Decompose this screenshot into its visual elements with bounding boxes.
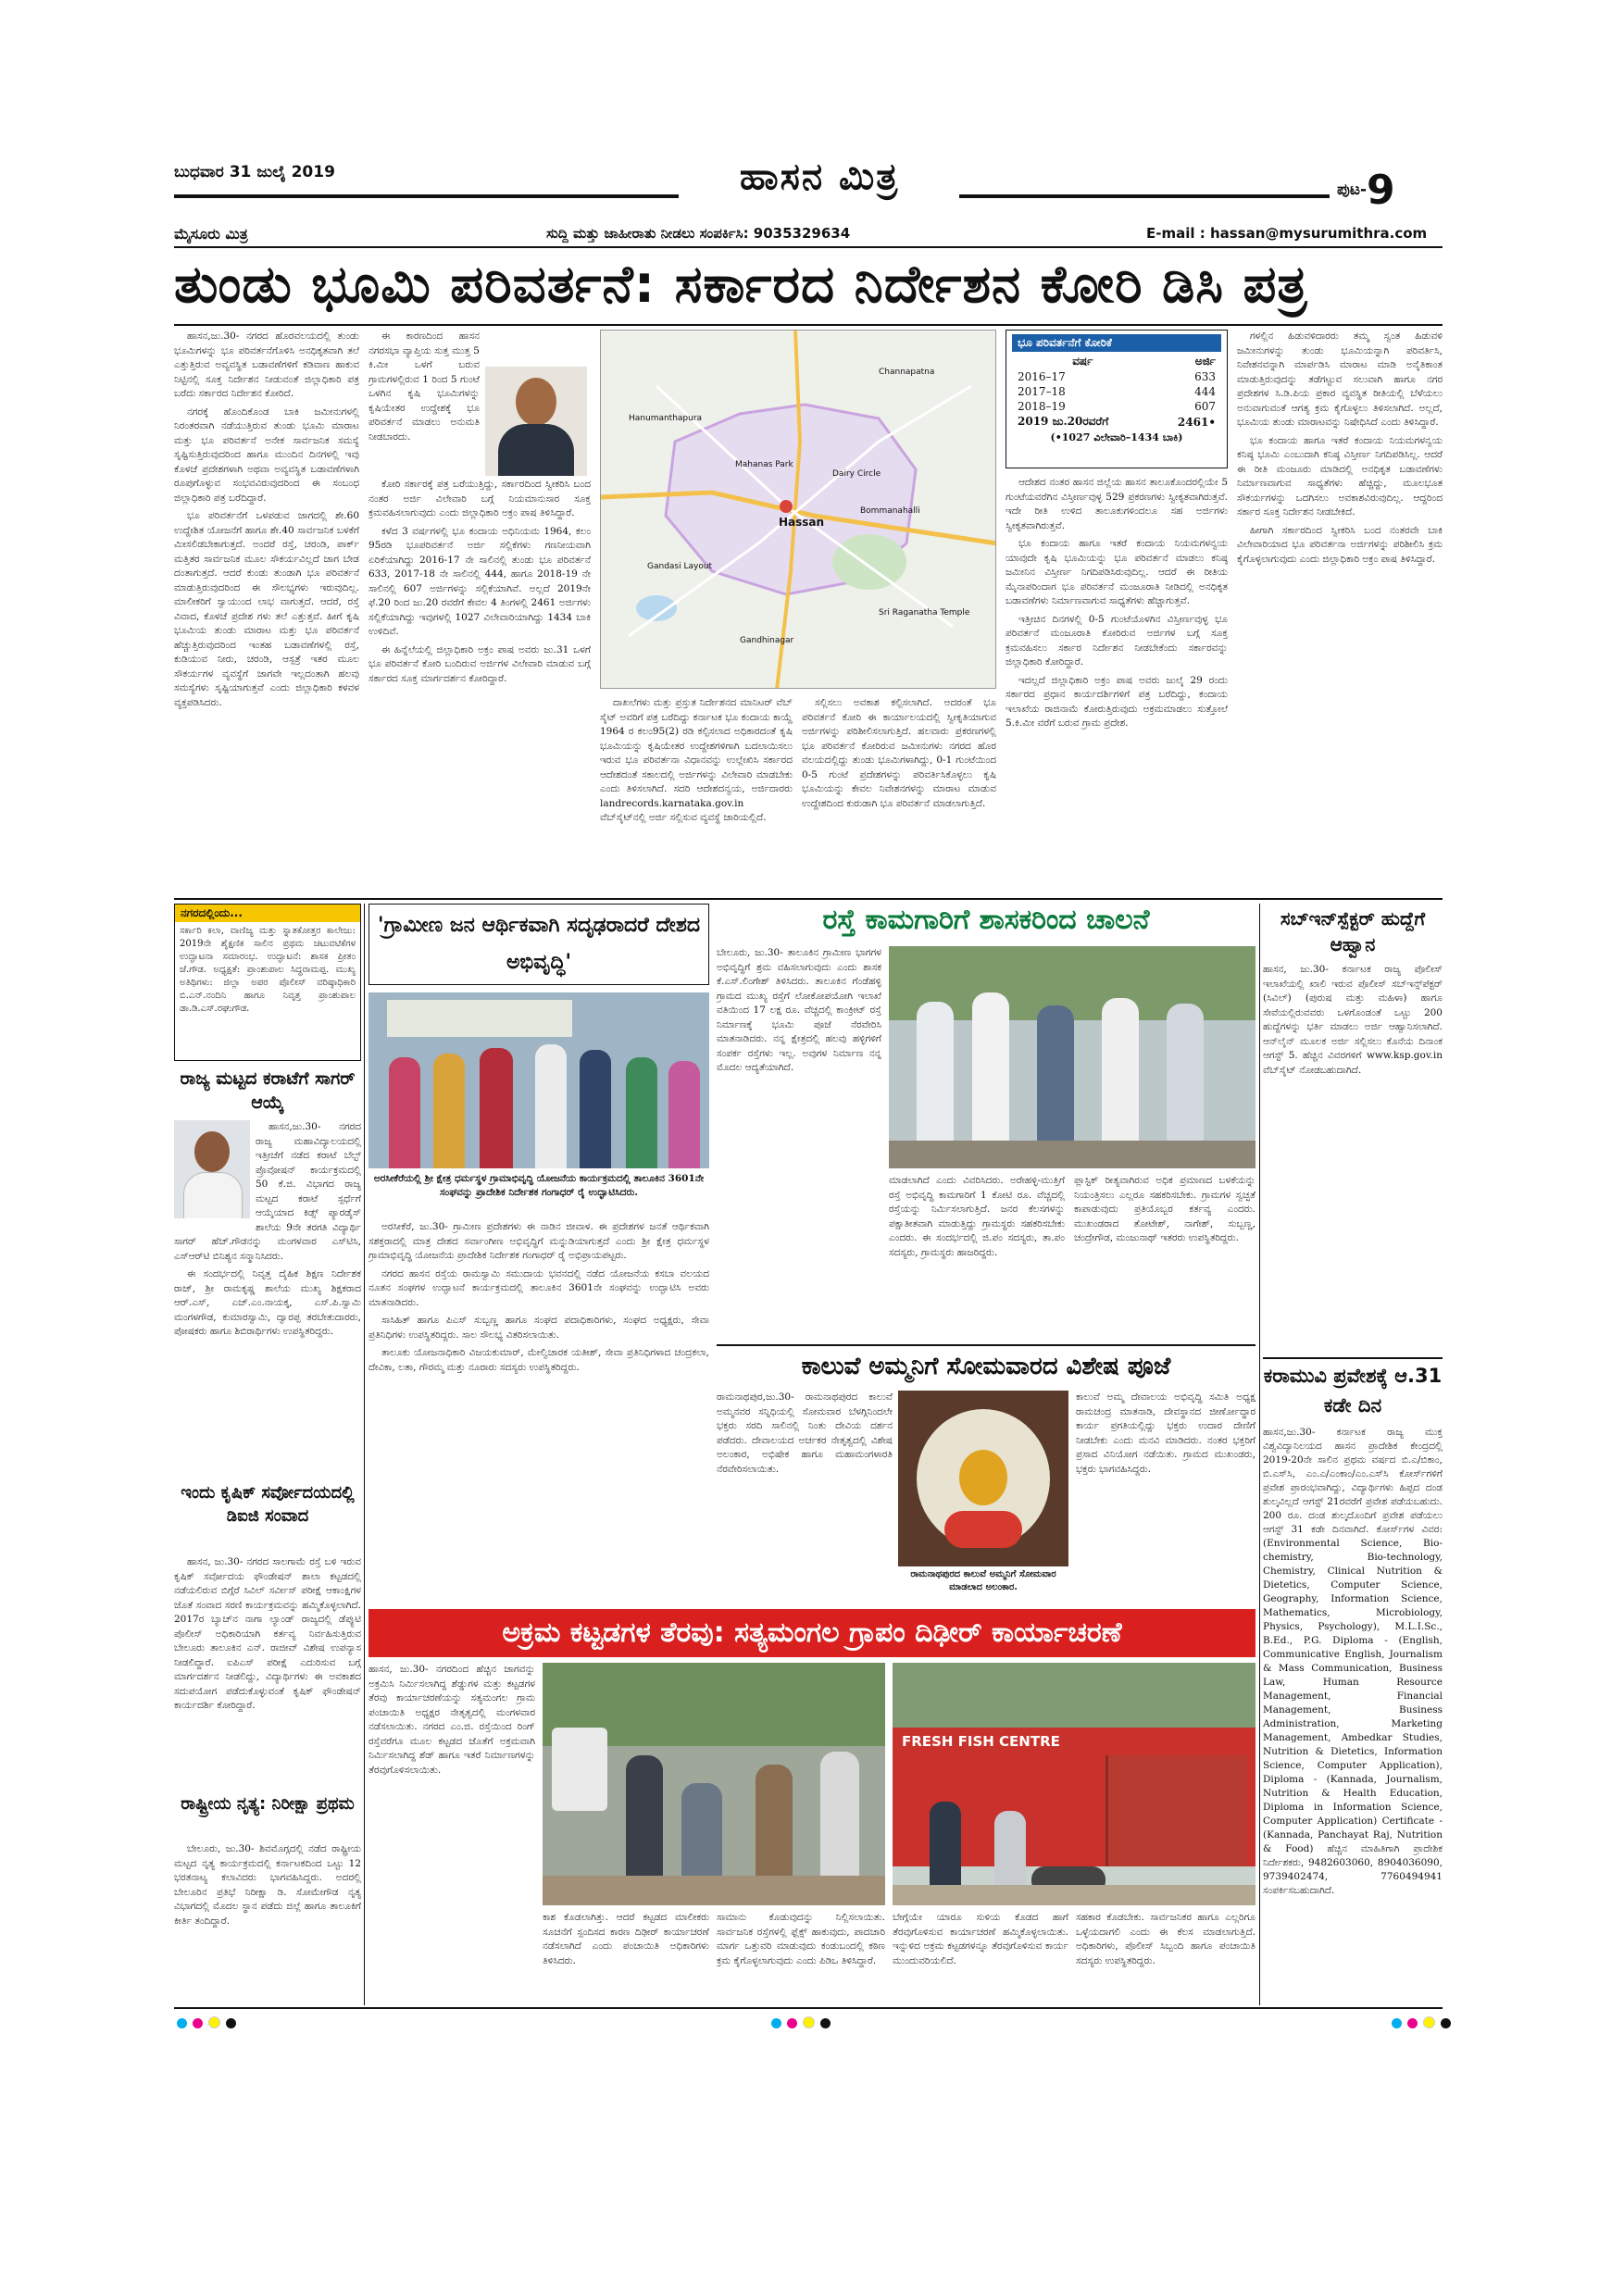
paper-name: ಹಾಸನ ಮಿತ್ರ bbox=[739, 156, 900, 198]
sagar-body bbox=[174, 1120, 361, 1472]
masthead-underline bbox=[174, 246, 1443, 248]
stats-header-row bbox=[1012, 354, 1221, 369]
lead-rule bbox=[174, 324, 1443, 326]
lead-paragraph: ದಾಖಲೆಗಳು ಮತ್ತು ಪ್ರಸ್ತುತ ನಿರ್ದೇಶನದ ಮಾನಿಟರ್ ವೆಬ್ ಸೈಟ್ ಅವರಿಗೆ ಪತ್ರ ಬರೆದಿದ್ದು ಕರ್ನಾಟಕ ಭೂ ಕಂದಾಯ ಕಾಯ್ದೆ 1964 ರ ಕಲಂ95(2) ರಡಿ ಕಲ್ಪಿಸಲಾದ ಅಧಿಕಾರದಂತೆ ಕೃಷಿ ಭೂಮಿಯನ್ನು ಕೃಷಿಯೇತರ ಉದ್ದೇಶಗಳಿಗಾಗಿ ಬದಲಾಯಿಸಲು ಇರುವ ಭೂ ಪರಿವರ್ತನಾ ವಿಧಾನವನ್ನು ಉಲ್ಲೇಖಿಸಿ ಸರ್ಕಾರದ ಆದೇಶದಂತೆ ಸಕಾಲದಲ್ಲಿ ಅರ್ಜಿಗಳನ್ನು ವಿಲೇವಾರಿ ಮಾಡಬೇಕು ಎಂದು ತಿಳಿಸಲಾಗಿದೆ. ಸದರಿ ಆದೇಶದನ್ವಯ, ಅರ್ಜಿದಾರರು landrecords.karnataka.gov.in ವೆಬ್‌ಸೈಟ್‌ನಲ್ಲಿ ಅರ್ಜಿ ಸಲ್ಲಿಸುವ ವ್ಯವಸ್ಥೆ ಜಾರಿಯಲ್ಲಿದೆ. bbox=[600, 697, 793, 823]
map-label: Sri Raganatha Temple bbox=[879, 608, 970, 618]
registration-marks-left bbox=[174, 2015, 239, 2032]
events-box bbox=[174, 904, 361, 1061]
map-label: Gandhinagar bbox=[740, 636, 794, 645]
attendee-figure bbox=[668, 1061, 700, 1168]
debris-ground bbox=[543, 1876, 885, 1905]
raid-column-1: ಹಾಸನ, ಜು.30- ನಗರದಿಂದ ಹೆಚ್ಚಿನ ಜಾಗವನ್ನು ಅಕ್ರಮಿಸಿ ನಿರ್ಮಿಸಲಾಗಿದ್ದ ಶೆಡ್ಡುಗಳ ಮತ್ತು ಕಟ್ಟಡಗಳ ತೆರವು ಕಾರ್ಯಾಚರಣೆಯನ್ನು ಸತ್ಯಮಂಗಲ ಗ್ರಾಮ ಪಂಚಾಯಿತಿ ಅಧ್ಯಕ್ಷರ ನೇತೃತ್ವದಲ್ಲಿ ಮಂಗಳವಾರ ನಡೆಸಲಾಯಿತು. ನಗರದ ಎಂ.ಜಿ. ರಸ್ತೆಯಿಂದ ರಿಂಗ್ ರಸ್ತೆವರೆಗೂ ಮೂಲ ಕಟ್ಟಡದ ಜೊತೆಗೆ ಅಕ್ರಮವಾಗಿ ನಿರ್ಮಿಸಲಾಗಿದ್ದ ಶೆಡ್ ಹಾಗೂ ಇತರೆ ನಿರ್ಮಾಣಗಳನ್ನು ತೆರವುಗೊಳಿಸಲಾಯಿತು. bbox=[369, 1664, 535, 1776]
registration-dot bbox=[1441, 2018, 1451, 2028]
raid-column-4: ಬೇಗ್ಗೆಯೇ ಯಾರೂ ಸುಳಿಯ ಕೊಡದ ಹಾಗೆ ತೆರವುಗೊಳಿಸುವ ಕಾರ್ಯಾಚರಣೆ ಹಮ್ಮಿಕೊಳ್ಳಲಾಯಿತು. ಇನ್ನುಳಿದ ಅಕ್ರಮ ಕಟ್ಟಡಗಳನ್ನೂ ತೆರವುಗೊಳಿಸುವ ಕಾರ್ಯ ಮುಂದುವರಿಯಲಿದೆ. bbox=[893, 1912, 1068, 1966]
worker-figure bbox=[820, 1752, 859, 1894]
road-column-3: ಪ್ಲಾಸ್ಟಿಕ್ ರೀತ್ಯವಾಗಿರುವ ಅಧಿಕ ಪ್ರಮಾಣದ ಬಳಕೆಯನ್ನು ನಿಯಂತ್ರಿಸಲು ಎಲ್ಲರೂ ಸಹಕರಿಸಬೇಕು. ಗ್ರಾಮಗಳ ಸ್ವಚ್ಛತೆ ಕಾಪಾಡುವುದು ಪ್ರತಿಯೊಬ್ಬರ ಕರ್ತವ್ಯ ಎಂದರು. ಮುಖಂಡರಾದ ತೋಟೇಶ್, ನಾಗೇಶ್, ಸುಬ್ಬಣ್ಣ, ಚಂದ್ರೇಗೌಡ, ಮಂಜುನಾಥ್ ಇತರರು ಉಪಸ್ಥಿತರಿದ್ದರು. bbox=[1074, 1175, 1255, 1243]
events-title: ನಗರದಲ್ಲಿಂದು... bbox=[175, 905, 360, 922]
dc-portrait bbox=[485, 367, 587, 476]
brand-name: ಮೈಸೂರು ಮಿತ್ರ bbox=[174, 225, 248, 243]
krishi-headline: ಇಂದು ಕೃಷಿಕ್ ಸರ್ವೋದಯದಲ್ಲಿ ಡಿಐಜಿ ಸಂವಾದ bbox=[181, 1483, 355, 1526]
lead-paragraph: ಭೂ ಕಂದಾಯ ಹಾಗೂ ಇತರೆ ಕಂದಾಯ ನಿಯಮಗಳನ್ವಯ ಕನಿಷ್ಠ ಭೂಮಿ ಎಂಬುದಾಗಿ ಕನಿಷ್ಠ ವಿಸ್ತೀರ್ಣ ನಿಗದಿಪಡಿಸಿಲ್ಲ. ಆದರೆ ಈ ರೀತಿ ಮಂಜೂರು ಮಾಡಿದಲ್ಲಿ ಅನಧಿಕೃತ ಬಡಾವಣೆಗಳು ನಿರ್ಮಾಣವಾಗುವ ಸಾಧ್ಯತೆಗಳು ಹೆಚ್ಚಿದ್ದು, ಮೂಲಭೂತ ಸೌಕರ್ಯಗಳನ್ನು ಒದಗಿಸಲು ಅವಕಾಶವಿರುವುದಿಲ್ಲ. ಆದ್ದರಿಂದ ಸರ್ಕಾರ ಸೂಕ್ತ ನಿರ್ದೇಶನ ನೀಡಬೇಕಿದೆ. bbox=[1237, 434, 1443, 518]
road-headline: ರಸ್ತೆ ಕಾಮಗಾರಿಗೆ ಶಾಸಕರಿಂದ ಚಾಲನೆ bbox=[822, 904, 1150, 936]
map-label: Gandasi Layout bbox=[647, 562, 713, 571]
stats-row bbox=[1012, 399, 1221, 414]
attendee-figure bbox=[626, 1057, 657, 1168]
tree-canopy bbox=[893, 1663, 1255, 1737]
lead-paragraph: ಕೋರಿ ಸರ್ಕಾರಕ್ಕೆ ಪತ್ರ ಬರೆಯುತ್ತಿದ್ದು, ಸರ್ಕಾರದಿಂದ ಸ್ವೀಕರಿಸಿ ಬಂದ ನಂತರ ಅರ್ಜಿ ವಿಲೇವಾರಿ ಬಗ್ಗೆ ನಿಯಮಾನುಸಾರ ಸೂಕ್ತ ಕ್ರಮವಹಿಸಲಾಗುವುದು ಎಂದು ಜಿಲ್ಲಾಧಿಕಾರಿ ಅಕ್ರಂ ಪಾಷ ತಿಳಿಸಿದ್ದಾರೆ. bbox=[369, 479, 591, 518]
registration-dot bbox=[1392, 2018, 1402, 2028]
lead-paragraph: ಈ ಕಾರಣದಿಂದ ಹಾಸನ ನಗರಸಭಾ ವ್ಯಾಪ್ತಿಯ ಸುತ್ತ ಮುತ್ತ 5 ಕಿ.ಮೀ ಒಳಗೆ ಬರುವ ಗ್ರಾಮಗಳಲ್ಲಿರುವ 1 ರಿಂದ 5 ಗುಂಟೆ ಒಳಗಿನ ಕೃಷಿ ಭೂಮಿಗಳನ್ನು ಕೃಷಿಯೇತರ ಉದ್ದೇಶಕ್ಕೆ ಭೂ ಪರಿವರ್ತನೆ ಮಾಡಲು ಅನುಮತಿ ನೀಡಬಾರದು. bbox=[369, 331, 480, 443]
rural-headline: 'ಗ್ರಾಮೀಣ ಜನ ಆರ್ಥಿಕವಾಗಿ ಸದೃಢರಾದರೆ ದೇಶದ ಅಭಿವೃದ್ಧಿ' bbox=[377, 914, 701, 974]
stats-header-year: ವರ್ಷ bbox=[1072, 355, 1093, 368]
map-label: Dairy Circle bbox=[832, 469, 881, 479]
road-column-1: ಬೇಲೂರು, ಜು.30- ತಾಲೂಕಿನ ಗ್ರಾಮೀಣ ಭಾಗಗಳ ಅಭಿವೃದ್ಧಿಗೆ ಶ್ರಮ ವಹಿಸಲಾಗುವುದು ಎಂದು ಶಾಸಕ ಕೆ.ಎಸ್.ಲಿಂಗೇಶ್ ತಿಳಿಸಿದರು. ತಾಲೂಕಿನ ಗೆಂಡೆಹಳ್ಳಿ ಗ್ರಾಮದ ಮುಖ್ಯ ರಸ್ತೆಗೆ ಲೋಕೋಪಯೋಗಿ ಇಲಾಖೆ ವತಿಯಿಂದ 17 ಲಕ್ಷ ರೂ. ವೆಚ್ಚದಲ್ಲಿ ಕಾಂಕ್ರೀಟ್ ರಸ್ತೆ ನಿರ್ಮಾಣಕ್ಕೆ ಭೂಮಿ ಪೂಜೆ ನೆರವೇರಿಸಿ ಮಾತನಾಡಿದರು. ನನ್ನ ಕ್ಷೇತ್ರದಲ್ಲಿ ಹಲವು ಹಳ್ಳಿಗಳಿಗೆ ಸಂಪರ್ಕ ರಸ್ತೆಗಳು ಇಲ್ಲ. ಅವುಗಳ ನಿರ್ಮಾಣ ನನ್ನ ಮೊದಲ ಆದ್ಯತೆಯಾಗಿದೆ. bbox=[717, 947, 881, 1073]
sagar-headline: ರಾಜ್ಯ ಮಟ್ಟದ ಕರಾಟೆಗೆ ಸಾಗರ್ ಆಯ್ಕೆ bbox=[180, 1068, 356, 1113]
college-body: ಹಾಸನ,ಜು.30- ಕರ್ನಾಟಕ ರಾಜ್ಯ ಮುಕ್ತ ವಿಶ್ವವಿದ್ಯಾನಿಲಯದ ಹಾಸನ ಪ್ರಾದೇಶಿಕ ಕೇಂದ್ರದಲ್ಲಿ 2019-20ನೇ ಸಾಲಿನ ಪ್ರಥಮ ವರ್ಷದ ಬಿ.ಎ/ಬಿಕಾಂ, ಬಿ.ಎಸ್‌ಸಿ, ಎಂ.ಎ/ಎಂಕಾಂ/ಎಂ.ಎಸ್‌ಸಿ ಕೋರ್ಸ್‌ಗಳಿಗೆ ಪ್ರವೇಶ ಪ್ರಾರಂಭವಾಗಿದ್ದು, ವಿದ್ಯಾರ್ಥಿಗಳು ಹಿಪ್ಪದ ದಂಡ ಶುಲ್ಕವಿಲ್ಲದೆ ಆಗಸ್ಟ್ 21ರವರೆಗೆ ಪ್ರವೇಶ ಪಡೆಯಬಹುದು. 200 ರೂ. ದಂಡ ಶುಲ್ಕದೊಂದಿಗೆ ಪ್ರವೇಶ ಪಡೆಯಲು ಆಗಸ್ಟ್ 31 ಕಡೇ ದಿನವಾಗಿದೆ. ಕೋರ್ಸ್‌ಗಳ ವಿವರ: (Environmental Science, Bio-chemistry, Bio-technology, Chemistry, Clinical Nutrition & Dietetics, Computer Science, Geography, Information Science, Mathematics, Microbiology, Physics, Psychology), M.L.I.Sc., B.Ed., P.G. Diploma - (English, Communicative English, Journalism & Mass Communication, Business Law, Human Resource Management, Financial Management, Business Administration, Marketing Management, Ambedkar Studies, Nutrition & Dietetics, Information Science, Computer Application), Diploma - (Kannada, Journalism, Nutrition & Health Education, Diploma in Information Science, Computer Application) Certificate - (Kannada, Panchayat Raj, Nutrition & Food) ಹೆಚ್ಚಿನ ಮಾಹಿತಿಗಾಗಿ ಪ್ರಾದೇಶಿಕ ನಿರ್ದೇಶಕರು, 9482603060, 8904036090, 9739402474, 7760494941 ಸಂಪರ್ಕಿಸಬಹುದಾಗಿದೆ. bbox=[1263, 1427, 1443, 1896]
lead-paragraph: ಇದಲ್ಲದೆ ಜಿಲ್ಲಾಧಿಕಾರಿ ಅಕ್ರಂ ಪಾಷ ಅವರು ಜುಲೈ 29 ರಂದು ಸರ್ಕಾರದ ಪ್ರಧಾನ ಕಾರ್ಯದರ್ಶಿಗಳಿಗೆ ಪತ್ರ ಬರೆದಿದ್ದು, ಕಂದಾಯ ಇಲಾಖೆಯ ರಾಜಿನಾಮೆ ಕೋರುತ್ತಿರುವುದು ಅಕ್ರಮಮಾಡಲು ಸುತ್ತೋಲೆ 5.ಕಿ.ಮೀ ವರೆಗೆ ಬರುವ ಗ್ರಾಮ ಪ್ರದೇಶ. bbox=[1006, 674, 1228, 729]
registration-dot bbox=[787, 2018, 797, 2028]
dance-paragraph: ಬೇಲೂರು, ಜು.30- ಶಿವಮೊಗ್ಗದಲ್ಲಿ ನಡೆದ ರಾಷ್ಟ್ರೀಯ ಮಟ್ಟದ ನೃತ್ಯ ಕಾರ್ಯಕ್ರಮದಲ್ಲಿ ಕರ್ನಾಟಕದಿಂದ ಒಟ್ಟು 12 ಭರತನಾಟ್ಯ ಕಲಾವಿದರು ಭಾಗವಹಿಸಿದ್ದರು. ಅದರಲ್ಲಿ ಬೇಲೂರಿನ ಪ್ರತಿಭೆ ನಿರೀಕ್ಷಾ ಡಿ. ಸೋಮೇಗೌಡ ನೃತ್ಯ ವಿಭಾಗದಲ್ಲಿ ಮೊದಲ ಸ್ಥಾನ ಪಡೆದು ಜಿಲ್ಲೆ ಹಾಗೂ ತಾಲೂಕಿಗೆ ಕೀರ್ತಿ ತಂದಿದ್ದಾರೆ. bbox=[174, 1843, 361, 1927]
lead-paragraph: ಇತ್ತೀಚಿನ ದಿನಗಳಲ್ಲಿ 0-5 ಗುಂಟೆಯೊಳಗಿನ ವಿಸ್ತೀರ್ಣವುಳ್ಳ ಭೂ ಪರಿವರ್ತನೆ ಮಂಜೂರಾತಿ ಕೋರಿರುವ ಅರ್ಜಿಗಳ ಬಗ್ಗೆ ಸೂಕ್ತ ಕ್ರಮವಹಿಸಲು ಸರ್ಕಾರ ನಿರ್ದೇಶನ ನೀಡಬೇಕೆಂದು ಸರ್ಕಾರವನ್ನು ಜಿಲ್ಲಾಧಿಕಾರಿ ಕೋರಿದ್ದಾರೆ. bbox=[1006, 613, 1228, 668]
puja-rule bbox=[717, 1344, 1255, 1346]
registration-dot bbox=[1407, 2018, 1418, 2028]
worker-figure bbox=[626, 1755, 663, 1894]
lead-bottom-rule bbox=[174, 898, 1443, 900]
stats-row bbox=[1012, 384, 1221, 399]
masthead-rule-left bbox=[174, 194, 679, 198]
lead-paragraph: ಹೀಗಾಗಿ ಸರ್ಕಾರದಿಂದ ಸ್ವೀಕರಿಸಿ ಬಂದ ನಂತರವೇ ಬಾಕಿ ವಿಲೇವಾರಿಯಾದ ಭೂ ಪರಿವರ್ತನಾ ಅರ್ಜಿಗಳನ್ನು ಪರಿಶೀಲಿಸಿ ಕ್ರಮ ಕೈಗೊಳ್ಳಲಾಗುವುದು ಎಂದು ಜಿಲ್ಲಾಧಿಕಾರಿ ಅಕ್ರಂ ಪಾಷ ತಿಳಿಸಿದ್ದಾರೆ. bbox=[1237, 524, 1443, 565]
stats-row bbox=[1012, 414, 1221, 430]
stats-count: 2461• bbox=[1177, 415, 1216, 429]
raid-column-2: ಕಾಶ ಕೊಡಲಾಗಿತ್ತು. ಆದರೆ ಕಟ್ಟಡದ ಮಾಲೀಕರು ಸೂಚನೆಗೆ ಸ್ಪಂದಿಸದ ಕಾರಣ ದಿಢೀರ್ ಕಾರ್ಯಾಚರಣೆ ನಡೆಸಲಾಗಿದೆ ಎಂದು ಪಂಚಾಯಿತಿ ಅಧಿಕಾರಿಗಳು ತಿಳಿಸಿದರು. bbox=[543, 1912, 709, 1966]
college-headline: ಕರಾಮುವಿ ಪ್ರವೇಶಕ್ಕೆ ಆ.31 ಕಡೇ ದಿನ bbox=[1263, 1365, 1443, 1416]
portrait-body bbox=[498, 424, 574, 476]
registration-dot bbox=[193, 2018, 203, 2028]
registration-dot bbox=[177, 2018, 187, 2028]
shop-sign: FRESH FISH CENTRE bbox=[902, 1733, 1060, 1750]
events-body: ಸರ್ಕಾರಿ ಕಲಾ, ವಾಣಿಜ್ಯ ಮತ್ತು ಸ್ನಾತಕೋತ್ತರ ಕಾಲೇಜು: 2019ನೇ ಶೈಕ್ಷಣಿಕ ಸಾಲಿನ ಪ್ರಥಮ ಚಟುವಟಿಕೆಗಳ ಉದ್ಘಾಟನಾ ಸಮಾರಂಭ. ಉದ್ಘಾಟನೆ: ಶಾಸಕ ಪ್ರೀತಂ ಜೆ.ಗೌಡ. ಅಧ್ಯಕ್ಷತೆ: ಪ್ರಾಂಶುಪಾಲ ಸಿದ್ಧರಾಮಪ್ಪ. ಮುಖ್ಯ ಅತಿಥಿಗಳು: ಜಿಲ್ಲಾ ಅಪರ ಪೊಲೀಸ್ ವರಿಷ್ಠಾಧಿಕಾರಿ ಬಿ.ಎನ್.ನಂದಿನಿ ಹಾಗೂ ನಿವೃತ್ತ ಪ್ರಾಂಶುಪಾಲ ಡಾ.ಡಿ.ಎಸ್.ರಘುಗೌಡ. bbox=[180, 926, 356, 1014]
shutter bbox=[1106, 1755, 1247, 1866]
raid-demolition-photo bbox=[543, 1663, 885, 1905]
forest-area bbox=[832, 534, 906, 590]
registration-dot bbox=[820, 2018, 831, 2028]
lead-paragraph: ಹಾಸನ,ಜು.30- ನಗರದ ಹೊರವಲಯದಲ್ಲಿ ತುಂಡು ಭೂಮಿಗಳನ್ನು ಭೂ ಪರಿವರ್ತನೆಗೊಳಿಸಿ ಅನಧಿಕೃತವಾಗಿ ತಲೆ ಎತ್ತುತ್ತಿರುವ ಅವ್ಯವಸ್ಥಿತ ಬಡಾವಣೆಗಳಿಗೆ ಕಡಿವಾಣ ಹಾಕುವ ನಿಟ್ಟಿನಲ್ಲಿ ಸೂಕ್ತ ನಿರ್ದೇಶನ ನೀಡುವಂತೆ ಜಿಲ್ಲಾಧಿಕಾರಿ ಪತ್ರ ಬರೆದು ಸರ್ಕಾರದ ನಿರ್ದೇಶನ ಕೋರಿದೆ. bbox=[174, 331, 359, 399]
lead-paragraph: ನಗರಕ್ಕೆ ಹೊಂದಿಕೊಂಡ ಬಾಕಿ ಜಮೀನುಗಳಲ್ಲಿ ನಿರಂತರವಾಗಿ ನಡೆಯುತ್ತಿರುವ ತುಂಡು ಭೂಮಿ ಮಾರಾಟ ಮತ್ತು ಭೂ ಪರಿವರ್ತನೆ ಅನೇಕ ಸಾರ್ವಜನಿಕ ಸಮಸ್ಯೆ ಸೃಷ್ಟಿಸುತ್ತಿರುವುದರಿಂದ ಹಾಗೂ ಮುಂದಿನ ದಿನಗಳಲ್ಲಿ ಇವು ಕೊಳಚೆ ಪ್ರದೇಶಗಳಾಗಿ ಅಥವಾ ಅವ್ಯವಸ್ಥಿತ ಬಡಾವಣೆಗಳಾಗಿ ರೂಪುಗೊಳ್ಳುವ ಸಂಭವವಿರುವುದರಿಂದ ಈ ಸಂಬಂಧ ಜಿಲ್ಲಾಧಿಕಾರಿ ಪತ್ರ ಬರೆದಿದ್ದಾರೆ. bbox=[174, 406, 359, 504]
road-event-photo bbox=[889, 946, 1255, 1168]
registration-dot bbox=[771, 2018, 781, 2028]
road-column-2: ಮಾಡಲಾಗಿದೆ ಎಂದು ವಿವರಿಸಿದರು. ಅರೇಹಳ್ಳಿ-ಮುತ್ತಿಗೆ ರಸ್ತೆ ಅಭಿವೃದ್ಧಿ ಕಾಮಗಾರಿಗೆ 1 ಕೋಟಿ ರೂ. ವೆಚ್ಚದಲ್ಲಿ ರಸ್ತೆಯನ್ನು ನಿರ್ಮಿಸಲಾಗುತ್ತಿದೆ. ಜನರ ಕೆಲಸಗಳನ್ನು ಪಕ್ಷಾತೀತವಾಗಿ ಮಾಡುತ್ತಿದ್ದು ಗ್ರಾಮಸ್ಥರು ಸಹಕರಿಸಬೇಕು ಎಂದರು. ಈ ಸಂದರ್ಭದಲ್ಲಿ ಜಿ.ಪಂ ಸದಸ್ಯರು, ತಾ.ಪಂ ಸದಸ್ಯರು, ಗ್ರಾಮಸ್ಥರು ಹಾಜರಿದ್ದರು. bbox=[889, 1175, 1065, 1258]
rural-paragraph: ತಾಲೂಕು ಯೋಜನಾಧಿಕಾರಿ ವಿಜಯಕುಮಾರ್, ಮೇಲ್ವಿಚಾರಕ ಯತೀಶ್, ಸೇವಾ ಪ್ರತಿನಿಧಿಗಳಾದ ಚಂದ್ರಕಲಾ, ದೇವಿಕಾ, ಲತಾ, ಗೌರಮ್ಮ ಮತ್ತು ನೂರಾರು ಸದಸ್ಯರು ಉಪಸ್ಥಿತರಿದ್ದರು. bbox=[369, 1347, 709, 1373]
map-label: Hanumanthapura bbox=[629, 414, 703, 423]
hassan-map bbox=[600, 330, 996, 689]
registration-marks-right bbox=[1389, 2015, 1454, 2032]
stats-row bbox=[1012, 369, 1221, 384]
contact-line: ಸುದ್ದಿ ಮತ್ತು ಜಾಹೀರಾತು ನೀಡಲು ಸಂಪರ್ಕಿಸಿ: 9035329634 bbox=[546, 225, 851, 242]
rural-paragraph: ಸಾಸಿಹಿತ್ ಹಾಗೂ ಪಿಎಸ್ ಸುಬ್ಬಣ್ಣ ಹಾಗೂ ಸಂಘದ ಪದಾಧಿಕಾರಿಗಳು, ಸಂಘದ ಅಧ್ಯಕ್ಷರು, ಸೇವಾ ಪ್ರತಿನಿಧಿಗಳು ಉಪಸ್ಥಿತರಿದ್ದರು. ಸಾಲ ಸೌಲಭ್ಯ ವಿತರಿಸಲಾಯಿತು. bbox=[369, 1315, 709, 1341]
lead-paragraph: ಭೂ ಕಂದಾಯ ಹಾಗೂ ಇತರೆ ಕಂದಾಯ ನಿಯಮಗಳನ್ವಯ ಯಾವುದೇ ಕೃಷಿ ಭೂಮಿಯನ್ನು ಭೂ ಪರಿವರ್ತನೆ ಮಾಡಲು ಕನಿಷ್ಠ ಜಮೀನಿನ ವಿಸ್ತೀರ್ಣ ನಿಗದಿಪಡಿಸಿರುವುದಿಲ್ಲ. ಆದರೆ ಈ ರೀತಿಯ ಮೈನಾಪರಿಂದಾಗ ಭೂ ಪರಿವರ್ತನೆ ಮಂಜೂರಾತಿ ನೀಡಿದಲ್ಲಿ ಅನಧಿಕೃತ ಬಡಾವಣೆಗಳು ನಿರ್ಮಾಣವಾಗುವ ಸಾಧ್ಯತೆಗಳು ಹೆಚ್ಚಾಗುತ್ತವೆ. bbox=[1006, 538, 1228, 606]
map-label: Mahanas Park bbox=[735, 460, 793, 469]
deity-face bbox=[959, 1450, 1007, 1505]
email-line: E-mail : hassan@mysurumithra.com bbox=[1146, 225, 1428, 242]
registration-dot bbox=[1423, 2016, 1435, 2028]
dance-body bbox=[174, 1842, 361, 1944]
map-label: Bommanahalli bbox=[860, 506, 920, 516]
stats-year: 2018–19 bbox=[1018, 400, 1066, 413]
attendee-figure bbox=[433, 1054, 465, 1168]
worker-figure bbox=[756, 1765, 793, 1894]
stats-count: 444 bbox=[1194, 385, 1216, 398]
lead-column-5 bbox=[1006, 476, 1228, 894]
page-label bbox=[1337, 167, 1395, 214]
sagar-photo bbox=[174, 1120, 250, 1218]
registration-marks-center bbox=[768, 2015, 833, 2032]
page-label-text: ಪುಟ- bbox=[1337, 181, 1367, 199]
page-number: 9 bbox=[1367, 167, 1395, 214]
lead-paragraph: ಭೂ ಪರಿವರ್ತನೆಗೆ ಒಳಪಡುವ ಜಾಗದಲ್ಲಿ ಶೇ.60 ಉದ್ದೇಶಿತ ಯೋಜನೆಗೆ ಹಾಗೂ ಶೇ.40 ಸಾರ್ವಜನಿಕ ಬಳಕೆಗೆ ಮೀಸಲಿಡಬೇಕಾಗುತ್ತದೆ. ಅಂದರೆ ರಸ್ತೆ, ಚರಂಡಿ, ಪಾರ್ಕ್ ಮತ್ತಿತರ ಸಾರ್ವಜನಿಕ ಮೂಲ ಸೌಕರ್ಯವಿಲ್ಲದೆ ಜಾಗ ಬೇಡ ದಂತಾಗುತ್ತದೆ. ಆದರೆ ಕುಂಡು ತುಂಡಾಗಿ ಭೂ ಪರಿವರ್ತನೆ ಮಾಡುತ್ತಿರುವುದರಿಂದ ಈ ಸೌಲಭ್ಯಗಳು ಇರುವುದಿಲ್ಲ. ಮಾಲೀಕರಿಗೆ ಸ್ವಾಯುಂದ ಲಾಭ ವಾಗುತ್ತದೆ. ಆದರೆ, ರಸ್ತೆ ವಿವಾದ, ಕೊಳಚೆ ಪ್ರದೇಶ ಗಳು ತಲೆ ಎತ್ತುತ್ತವೆ. ಹೀಗೆ ಕೃಷಿ ಭೂಮಿಯ ತುಂಡು ಮಾರಾಟ ಮತ್ತು ಭೂ ಪರಿವರ್ತನೆ ಹೆಚ್ಚುತ್ತಿರುವುದರಿಂದ ಇಂತಹ ಬಡಾವಣೆಗಳಲ್ಲಿ ರಸ್ತೆ, ಕುಡಿಯುವ ನೀರು, ಚರಂಡಿ, ಆಸ್ಪತ್ರೆ ಇತರ ಮೂಲ ಸೌಕರ್ಯಗಳ ವ್ಯವಸ್ಥೆಗೆ ಜಾಗವೇ ಇಲ್ಲದಂತಾಗಿ ಹಲವು ಸಮಸ್ಯೆಗಳು ಸೃಷ್ಟಿಯಾಗುತ್ತವೆ ಎಂದು ಜಿಲ್ಲಾಧಿಕಾರಿ ಕಳವಳ ವ್ಯಕ್ತಪಡಿಸಿದರು. bbox=[174, 510, 359, 708]
map-graphic bbox=[601, 331, 996, 689]
attendee-figure bbox=[535, 1044, 567, 1168]
city-center-marker bbox=[780, 500, 793, 513]
ground bbox=[889, 1141, 1255, 1168]
registration-dot bbox=[226, 2018, 236, 2028]
photo-head bbox=[194, 1131, 230, 1172]
si-body: ಹಾಸನ, ಜು.30- ಕರ್ನಾಟಕ ರಾಜ್ಯ ಪೊಲೀಸ್ ಇಲಾಖೆಯಲ್ಲಿ ಖಾಲಿ ಇರುವ ಪೊಲೀಸ್ ಸಬ್‌ಇನ್ಸ್‌ಪೆಕ್ಟರ್ (ಸಿವಿಲ್) (ಪುರುಷ ಮತ್ತು ಮಹಿಳಾ) ಹಾಗೂ ಸೇವೆಯಲ್ಲಿರುವವರು ಒಳಗೊಂಡಂತೆ ಒಟ್ಟು 200 ಹುದ್ದೆಗಳನ್ನು ಭರ್ತಿ ಮಾಡಲು ಅರ್ಜಿ ಆಹ್ವಾನಿಸಲಾಗಿದೆ. ಆನ್‌ಲೈನ್ ಮೂಲಕ ಅರ್ಜಿ ಸಲ್ಲಿಸಲು ಕೊನೆಯ ದಿನಾಂಕ ಆಗಸ್ಟ್ 5. ಹೆಚ್ಚಿನ ವಿವರಗಳಿಗೆ www.ksp.gov.in ವೆಬ್‌ಸೈಟ್ ನೋಡಬಹುದಾಗಿದೆ. bbox=[1263, 964, 1443, 1076]
lead-paragraph: ಗಳಲ್ಲಿನ ಹಿಡುವಳಿದಾರರು ತಮ್ಮ ಸ್ವಂತ ಹಿಡುವಳಿ ಜಮೀನುಗಳನ್ನು ತುಂಡು ಭೂಮಿಯನ್ನಾಗಿ ಪರಿವರ್ತಿಸಿ, ನಿವೇಶನವನ್ನಾಗಿ ಮಾರ್ಪಡಿಸಿ ಮಾರಾಟ ಮಾಡಿ ಅನೈತಿಕಾಂತ ಮಾಡುತ್ತಿರುವುದನ್ನು ತಡೆಗಟ್ಟುವ ಸಲುವಾಗಿ ಹಾಗೂ ನಗರ ಪ್ರದೇಶಗಳ ಸಿ.ಡಿ.ಪಿಯ ಪ್ರಕಾರ ವ್ಯವಸ್ಥಿತ ರೀತಿಯಲ್ಲಿ ಬೆಳೆಯಲು ಅನುವಾಗುವಂತೆ ಆಗತ್ಯ ಕ್ರಮ ಕೈಗೊಳ್ಳಲು ತಿಳಿಸಲಾಗಿದೆ. ಅಲ್ಲದೆ, ಭೂಮಿಯ ತುಂಡು ಮಾರಾಟವನ್ನು ನಿಷೇಧಿಸಿದೆ ಎಂದು ತಿಳಿಸಿದ್ದಾರೆ. bbox=[1237, 331, 1443, 428]
puja-column-2: ಕಾಲುವೆ ಅಮ್ಮ ದೇವಾಲಯ ಅಭಿವೃದ್ಧಿ ಸಮಿತಿ ಅಧ್ಯಕ್ಷ ರಾಮಚಂದ್ರ ಮಾತನಾಡಿ, ದೇವಸ್ಥಾನದ ಜೀರ್ಣೋದ್ಧಾರ ಕಾರ್ಯ ಪ್ರಗತಿಯಲ್ಲಿದ್ದು ಭಕ್ತರು ಉದಾರ ದೇಣಿಗೆ ನೀಡಬೇಕು ಎಂದು ಮನವಿ ಮಾಡಿದರು. ನಂತರ ಭಕ್ತರಿಗೆ ಪ್ರಸಾದ ವಿನಿಯೋಗ ನಡೆಯಿತು. ಗ್ರಾಮದ ಮುಖಂಡರು, ಭಕ್ತರು ಭಾಗವಹಿಸಿದ್ದರು. bbox=[1076, 1391, 1255, 1475]
rural-caption: ಅರಸೀಕೆರೆಯಲ್ಲಿ ಶ್ರೀ ಕ್ಷೇತ್ರ ಧರ್ಮಸ್ಥಳ ಗ್ರಾಮಾಭಿವೃದ್ಧಿ ಯೋಜನೆಯ ಕಾರ್ಯಕ್ರಮದಲ್ಲಿ ತಾಲೂಕಿನ 3601ನೇ ಸಂಘವನ್ನು ಪ್ರಾದೇಶಿಕ ನಿರ್ದೇಶಕ ಗಂಗಾಧರ್ ರೈ ಉದ್ಘಾಟಿಸಿದರು. bbox=[373, 1173, 705, 1198]
lead-column-2b bbox=[369, 478, 591, 894]
stats-header-count: ಅರ್ಜಿ bbox=[1194, 355, 1216, 368]
portrait-head bbox=[516, 378, 556, 426]
stats-note: (•1027 ವಿಲೇವಾರಿ–1434 ಬಾಕಿ) bbox=[1050, 431, 1183, 443]
stats-count: 633 bbox=[1194, 370, 1216, 383]
krishi-paragraph: ಹಾಸನ, ಜು.30- ನಗರದ ಸಾಲಗಾಮೆ ರಸ್ತೆ ಬಳಿ ಇರುವ ಕೃಷಿಕ್ ಸರ್ವೋದಯ ಫೌಂಡೇಷನ್ ಶಾಲಾ ಕಟ್ಟಡದಲ್ಲಿ ನಡೆಯಲಿರುವ ಬಿಗ್ಗೆರೆ ಸಿವಿಲ್ ಸರ್ವೀಸ್ ಪರೀಕ್ಷೆ ಆಕಾಂಕ್ಷಿಗಳ ಜೊತೆ ಸಂವಾದ ಸರಣಿ ಕಾರ್ಯಕ್ರಮವನ್ನು ಹಮ್ಮಿಕೊಳ್ಳಲಾಗಿದೆ. 2017ರ ಬ್ಯಾಚ್‌ನ ನಾಗಾ ಲ್ಯಾಂಡ್ ರಾಜ್ಯದಲ್ಲಿ ಡೆಪ್ಯುಟಿ ಪೊಲೀಸ್ ಅಧಿಕಾರಿಯಾಗಿ ಕರ್ತವ್ಯ ನಿರ್ವಹಿಸುತ್ತಿರುವ ಬೇಲೂರು ತಾಲೂಕಿನ ಎನ್. ರಾಜೀವ್ ವಿಶೇಷ ಉಪನ್ಯಾಸ ನೀಡಲಿದ್ದಾರೆ. ಐಪಿಎಸ್ ಪರೀಕ್ಷೆ ಎದುರಿಸುವ ಬಗ್ಗೆ ಮಾರ್ಗದರ್ಶನ ನೀಡಲಿದ್ದು, ವಿದ್ಯಾರ್ಥಿಗಳು ಈ ಅವಕಾಶದ ಸದುಪಯೋಗ ಪಡೆದುಕೊಳ್ಳುವಂತೆ ಕೃಷಿಕ್ ಫೌಂಡೇಷನ್ ಕಾರ್ಯದರ್ಶಿ ಕೋರಿದ್ದಾರೆ. bbox=[174, 1556, 361, 1711]
stats-count: 607 bbox=[1194, 400, 1216, 413]
attendee-figure bbox=[580, 1050, 611, 1168]
lead-column-1 bbox=[174, 330, 359, 894]
attendee-figure bbox=[480, 1048, 513, 1168]
si-headline: ಸಬ್‌ಇನ್‌ಸ್ಪೆಕ್ಟರ್ ಹುದ್ದೆಗೆ ಆಹ್ವಾನ bbox=[1280, 907, 1426, 955]
puja-caption: ರಾಮನಾಥಪುರದ ಕಾಲುವೆ ಅಮ್ಮನಿಗೆ ಸೋಮವಾರ ಮಾಡಲಾದ ಅಲಂಕಾರ. bbox=[910, 1569, 1056, 1592]
stats-year: 2017–18 bbox=[1018, 385, 1066, 398]
masthead-rule-right bbox=[959, 194, 1330, 198]
stage-banner bbox=[387, 1000, 572, 1037]
lead-column-3 bbox=[600, 696, 793, 894]
puja-column-1: ರಾಮನಾಥಪುರ,ಜು.30- ರಾಮನಾಥಪುರದ ಕಾಲುವೆ ಅಮ್ಮನವರ ಸನ್ನಿಧಿಯಲ್ಲಿ ಸೋಮವಾರ ಬೆಳಗ್ಗಿನಿಂದಲೇ ಭಕ್ತರು ಸರದಿ ಸಾಲಿನಲ್ಲಿ ನಿಂತು ದೇವಿಯ ದರ್ಶನ ಪಡೆದರು. ದೇವಾಲಯದ ಅರ್ಚಕರ ನೇತೃತ್ವದಲ್ಲಿ ವಿಶೇಷ ಅಲಂಕಾರ, ಅಭಿಷೇಕ ಹಾಗೂ ಮಹಾಮಂಗಳಾರತಿ ನೆರವೇರಿಸಲಾಯಿತು. bbox=[717, 1391, 893, 1475]
date-line: ಬುಧವಾರ 31 ಜುಲೈ 2019 bbox=[174, 163, 335, 181]
registration-dot bbox=[803, 2016, 815, 2028]
photo-body bbox=[183, 1172, 243, 1218]
stats-year: 2016–17 bbox=[1018, 370, 1066, 383]
lead-paragraph: ಸಲ್ಲಿಸಲು ಅವಕಾಶ ಕಲ್ಪಿಸಲಾಗಿದೆ. ಅದರಂತೆ ಭೂ ಪರಿವರ್ತನೆ ಕೋರಿ ಈ ಕಾರ್ಯಾಲಯದಲ್ಲಿ ಸ್ವೀಕೃತಿಯಾಗುವ ಅರ್ಜಿಗಳನ್ನು ಪರಿಶೀಲಿಸಲಾಗುತ್ತಿದೆ. ಹಲವಾರು ಪ್ರಕರಣಗಳಲ್ಲಿ ಭೂ ಪರಿವರ್ತನೆ ಕೋರಿರುವ ಜಮೀನುಗಳು ನಗರದ ಹೊರ ವಲಯದಲ್ಲಿದ್ದು ತುಂಡು ಭೂಮಿಗಳಾಗಿದ್ದು, 0-1 ಗುಂಟೆಯಿಂದ 0-5 ಗುಂಟೆ ಪ್ರದೇಶಗಳನ್ನು ಪರಿವರ್ತಿಸಿಕೊಳ್ಳಲು ಕೃಷಿ ಭೂಮಿಯನ್ನು ಕೇವಲ ನಿವೇಶನಗಳನ್ನು ಮಾರಾಟ ಮಾಡುವ ಉದ್ದೇಶದಿಂದ ಕುರುಡಾಗಿ ಭೂ ಪರಿವರ್ತನೆ ಮಾಡಲಾಗುತ್ತಿದೆ. bbox=[802, 697, 996, 809]
lead-column-4 bbox=[802, 696, 996, 894]
lead-paragraph: ಕಳೆದ 3 ವರ್ಷಗಳಲ್ಲಿ ಭೂ ಕಂದಾಯ ಅಧಿನಿಯಮ 1964, ಕಲಂ 95ರಡಿ ಭೂಪರಿವರ್ತನೆ ಅರ್ಜಿ ಸಲ್ಲಿಕೆಗಳು ಗಣನೀಯವಾಗಿ ಏರಿಕೆಯಾಗಿದ್ದು 2016-17 ನೇ ಸಾಲಿನಲ್ಲಿ ತುಂಡು ಭೂ ಪರಿವರ್ತನೆ 633, 2017-18 ನೇ ಸಾಲಿನಲ್ಲಿ 444, ಹಾಗೂ 2018-19 ನೇ ಸಾಲಿನಲ್ಲಿ 607 ಅರ್ಜಿಗಳನ್ನು ಸಲ್ಲಿಕೆಯಾಗಿವೆ. ಅಲ್ಲದೆ 2019ನೇ ಫೆ.20 ರಿಂದ ಜು.20 ರವರೆಗೆ ಕೇವಲ 4 ತಿಂಗಳಲ್ಲಿ 2461 ಅರ್ಜಿಗಳು ಸಲ್ಲಿಕೆಯಾಗಿದ್ದು ಇವುಗಳಲ್ಲಿ 1027 ವಿಲೇವಾರಿಯಾಗಿದ್ದು 1434 ಬಾಕಿ ಉಳಿದಿವೆ. bbox=[369, 525, 591, 637]
lead-headline: ತುಂಡು ಭೂಮಿ ಪರಿವರ್ತನೆ: ಸರ್ಕಾರದ ನಿರ್ದೇಶನ ಕೋರಿ ಡಿಸಿ ಪತ್ರ bbox=[174, 255, 1308, 315]
sagar-paragraph: ಹಾಸನ,ಜು.30- ನಗರದ ರಾಜ್ಯ ಮಹಾವಿದ್ಯಾಲಯದಲ್ಲಿ ಇತ್ತೀಚೆಗೆ ನಡೆದ ಕರಾಟೆ ಬೆಲ್ಟ್ ಪ್ರೊವೋಷನ್ ಕಾರ್ಯಕ್ರಮದಲ್ಲಿ 50 ಕೆ.ಜಿ. ವಿಭಾಗದ ರಾಜ್ಯ ಮಟ್ಟದ ಕರಾಟೆ ಸ್ಪರ್ಧೆಗೆ ಆಯ್ಕೆಯಾದ ಕಿಡ್ಸ್ ಪ್ಯಾರಡೈಸ್ ಶಾಲೆಯ 9ನೇ ತರಗತಿ ವಿದ್ಯಾರ್ಥಿ ಸಾಗರ್ ಹೆಚ್.ಗೌಡನನ್ನು ಮಂಗಳವಾರ ಎಸ್‌ಟಿಸಿ, ಎಸ್‌ಆರ್‌ಟಿ ಬಿನಿಶ್ಯನ ಸನ್ಮಾನಿಸಿದರು. bbox=[174, 1121, 361, 1262]
lead-column-2a bbox=[369, 330, 480, 468]
rural-paragraph: ಅರಸೀಕೆರೆ, ಜು.30- ಗ್ರಾಮೀಣ ಪ್ರದೇಶಗಳು ಈ ನಾಡಿನ ಜೀವಾಳ. ಈ ಪ್ರದೇಶಗಳ ಜನತೆ ಆರ್ಥಿಕವಾಗಿ ಸಶಕ್ತರಾದಲ್ಲಿ ಮಾತ್ರ ದೇಶದ ಸರ್ವಾಂಗೀಣ ಅಭಿವೃದ್ಧಿಗೆ ಮನ್ನುಡಿಯಾಗುತ್ತದೆ ಎಂದು ಶ್ರೀ ಕ್ಷೇತ್ರ ಧರ್ಮಸ್ಥಳ ಗ್ರಾಮಾಭಿವೃದ್ಧಿ ಯೋಜನೆಯ ಪ್ರಾದೇಶಿಕ ನಿರ್ದೇಶಕ ಗಂಗಾಧರ್ ರೈ ಅಭಿಪ್ರಾಯಪಟ್ಟರು. bbox=[369, 1221, 709, 1261]
raid-column-5: ಸಹಕಾರ ಕೊಡಬೇಕು. ಸಾರ್ವಜನಿಕರ ಹಾಗೂ ಎಲ್ಲರಿಗೂ ಒಳ್ಳೆಯದಾಗಲಿ ಎಂದು ಈ ಕೆಲಸ ಮಾಡಲಾಗುತ್ತಿದೆ. ಅಧಿಕಾರಿಗಳು, ಪೊಲೀಸ್ ಸಿಬ್ಬಂದಿ ಹಾಗೂ ಪಂಚಾಯಿತಿ ಸದಸ್ಯರು ಉಪಸ್ಥಿತರಿದ್ದರು. bbox=[1076, 1912, 1255, 1966]
column-rule bbox=[364, 904, 365, 2005]
map-label: Hassan bbox=[779, 516, 825, 529]
water-tank bbox=[552, 1728, 607, 1811]
rural-paragraph: ನಗರದ ಹಾಸನ ರಸ್ತೆಯ ರಾಮಸ್ವಾಮಿ ಸಮುದಾಯ ಭವನದಲ್ಲಿ ನಡೆದ ಯೋಜನೆಯ ಕಸಬಾ ವಲಯದ ನೂತನ ಸಂಘಗಳ ಉದ್ಘಾಟನೆ ಕಾರ್ಯಕ್ರಮದಲ್ಲಿ ತಾಲೂಕಿನ 3601ನೇ ಸಂಘವನ್ನು ಉದ್ಘಾಟಿಸಿ ಅವರು ಮಾತನಾಡಿದರು. bbox=[369, 1267, 709, 1308]
lead-paragraph: ಆದೇಶದ ನಂತರ ಹಾಸನ ಜಿಲ್ಲೆಯ ಹಾಸನ ತಾಲೂಕೊಂದರಲ್ಲಿಯೇ 5 ಗುಂಟೆಯವರೆಗಿನ ವಿಸ್ತೀರ್ಣವುಳ್ಳ 529 ಪ್ರಕರಣಗಳು ಸ್ವೀಕೃತವಾಗಿರುತ್ತವೆ. ಇದೇ ರೀತಿ ಉಳಿದ ತಾಲೂಕುಗಳಿಂದಲೂ ಸಹ ಅರ್ಜಿಗಳು ಸ್ವೀಕೃತವಾಗಿರುತ್ತವೆ. bbox=[1006, 477, 1228, 531]
road-surface bbox=[893, 1885, 1255, 1905]
sagar-paragraph: ಈ ಸಂದರ್ಭದಲ್ಲಿ ನಿವೃತ್ತ ದೈಹಿಕ ಶಿಕ್ಷಣ ನಿರ್ದೇಶಕ ರಾಜ್, ಶ್ರೀ ರಾಮಕೃಷ್ಣ ಶಾಲೆಯ ಮುಖ್ಯ ಶಿಕ್ಷಕರಾದ ಆರ್.ಎಸ್, ಎಚ್.ಎಂ.ನಾಯಕ್ಕ, ಎಸ್.ಪಿ.ಸ್ವಾಮಿ ಮಂಗಳಗೌಡ, ಕುಮಾರಸ್ವಾಮಿ, ದ್ವಾರಪ್ಪ ತರಬೇತುದಾರರು, ಪೋಷಕರು ಹಾಗೂ ಶಿಬಿರಾರ್ಥಿಗಳು ಉಪಸ್ಥಿತರಿದ್ದರು. bbox=[174, 1268, 361, 1337]
rural-event-photo bbox=[369, 992, 709, 1168]
map-label: Channapatna bbox=[879, 368, 935, 377]
registration-dot bbox=[208, 2016, 220, 2028]
raid-shop-photo bbox=[893, 1663, 1255, 1905]
stats-table bbox=[1012, 354, 1221, 430]
lead-column-6 bbox=[1237, 330, 1443, 894]
raid-column-3: ಸಾಮಾನು ಕೊಡುವುದನ್ನು ನಿಲ್ಲಿಸಲಾಯಿತು. ಸಾರ್ವಜನಿಕ ರಸ್ತೆಗಳಲ್ಲಿ ಫ್ಲೆಕ್ಸ್ ಹಾಕುವುದು, ಪಾದಚಾರಿ ಮಾರ್ಗ ಒತ್ತುವರಿ ಮಾಡುವುದು ಕಂಡುಬಂದಲ್ಲಿ ಕಠಿಣ ಕ್ರಮ ಕೈಗೊಳ್ಳಲಾಗುವುದು ಎಂದು ಪಿಡಿಒ ತಿಳಿಸಿದ್ದಾರೆ. bbox=[717, 1912, 885, 1966]
flower-decor bbox=[944, 1511, 1022, 1548]
stats-year: 2019 ಜು.20ರವರೆಗೆ bbox=[1018, 415, 1109, 428]
si-rule bbox=[1263, 1357, 1443, 1359]
stats-table-title: ಭೂ ಪರಿವರ್ತನೆಗೆ ಕೋರಿಕೆ bbox=[1012, 334, 1221, 352]
puja-headline: ಕಾಲುವೆ ಅಮ್ಮನಿಗೆ ಸೋಮವಾರದ ವಿಶೇಷ ಪೂಜೆ bbox=[801, 1353, 1171, 1380]
rural-body bbox=[369, 1220, 709, 1507]
puja-deity-photo bbox=[898, 1391, 1068, 1566]
stats-table-box bbox=[1006, 330, 1228, 468]
krishi-body bbox=[174, 1555, 361, 1787]
attendee-figure bbox=[389, 1057, 420, 1168]
column-rule bbox=[1259, 904, 1260, 2005]
lead-paragraph: ಈ ಹಿನ್ನೆಲೆಯಲ್ಲಿ ಜಿಲ್ಲಾಧಿಕಾರಿ ಅಕ್ರಂ ಪಾಷ ಅವರು ಜು.31 ಒಳಗೆ ಭೂ ಪರಿವರ್ತನೆ ಕೋರಿ ಬಂದಿರುವ ಅರ್ಜಿಗಳ ವಿಲೇವಾರಿ ಮಾಡುವ ಬಗ್ಗೆ ಸರ್ಕಾರದ ಸೂಕ್ತ ಮಾರ್ಗದರ್ಶನ ಕೋರಿದ್ದಾರೆ. bbox=[369, 643, 591, 684]
dance-headline: ರಾಷ್ಟ್ರೀಯ ನೃತ್ಯ: ನಿರೀಕ್ಷಾ ಪ್ರಥಮ bbox=[181, 1794, 355, 1814]
bottom-rule bbox=[174, 2007, 1443, 2009]
raid-headline: ಅಕ್ರಮ ಕಟ್ಟಡಗಳ ತೆರವು: ಸತ್ಯಮಂಗಲ ಗ್ರಾಪಂ ದಿಢೀರ್ ಕಾರ್ಯಾಚರಣೆ bbox=[502, 1616, 1122, 1649]
